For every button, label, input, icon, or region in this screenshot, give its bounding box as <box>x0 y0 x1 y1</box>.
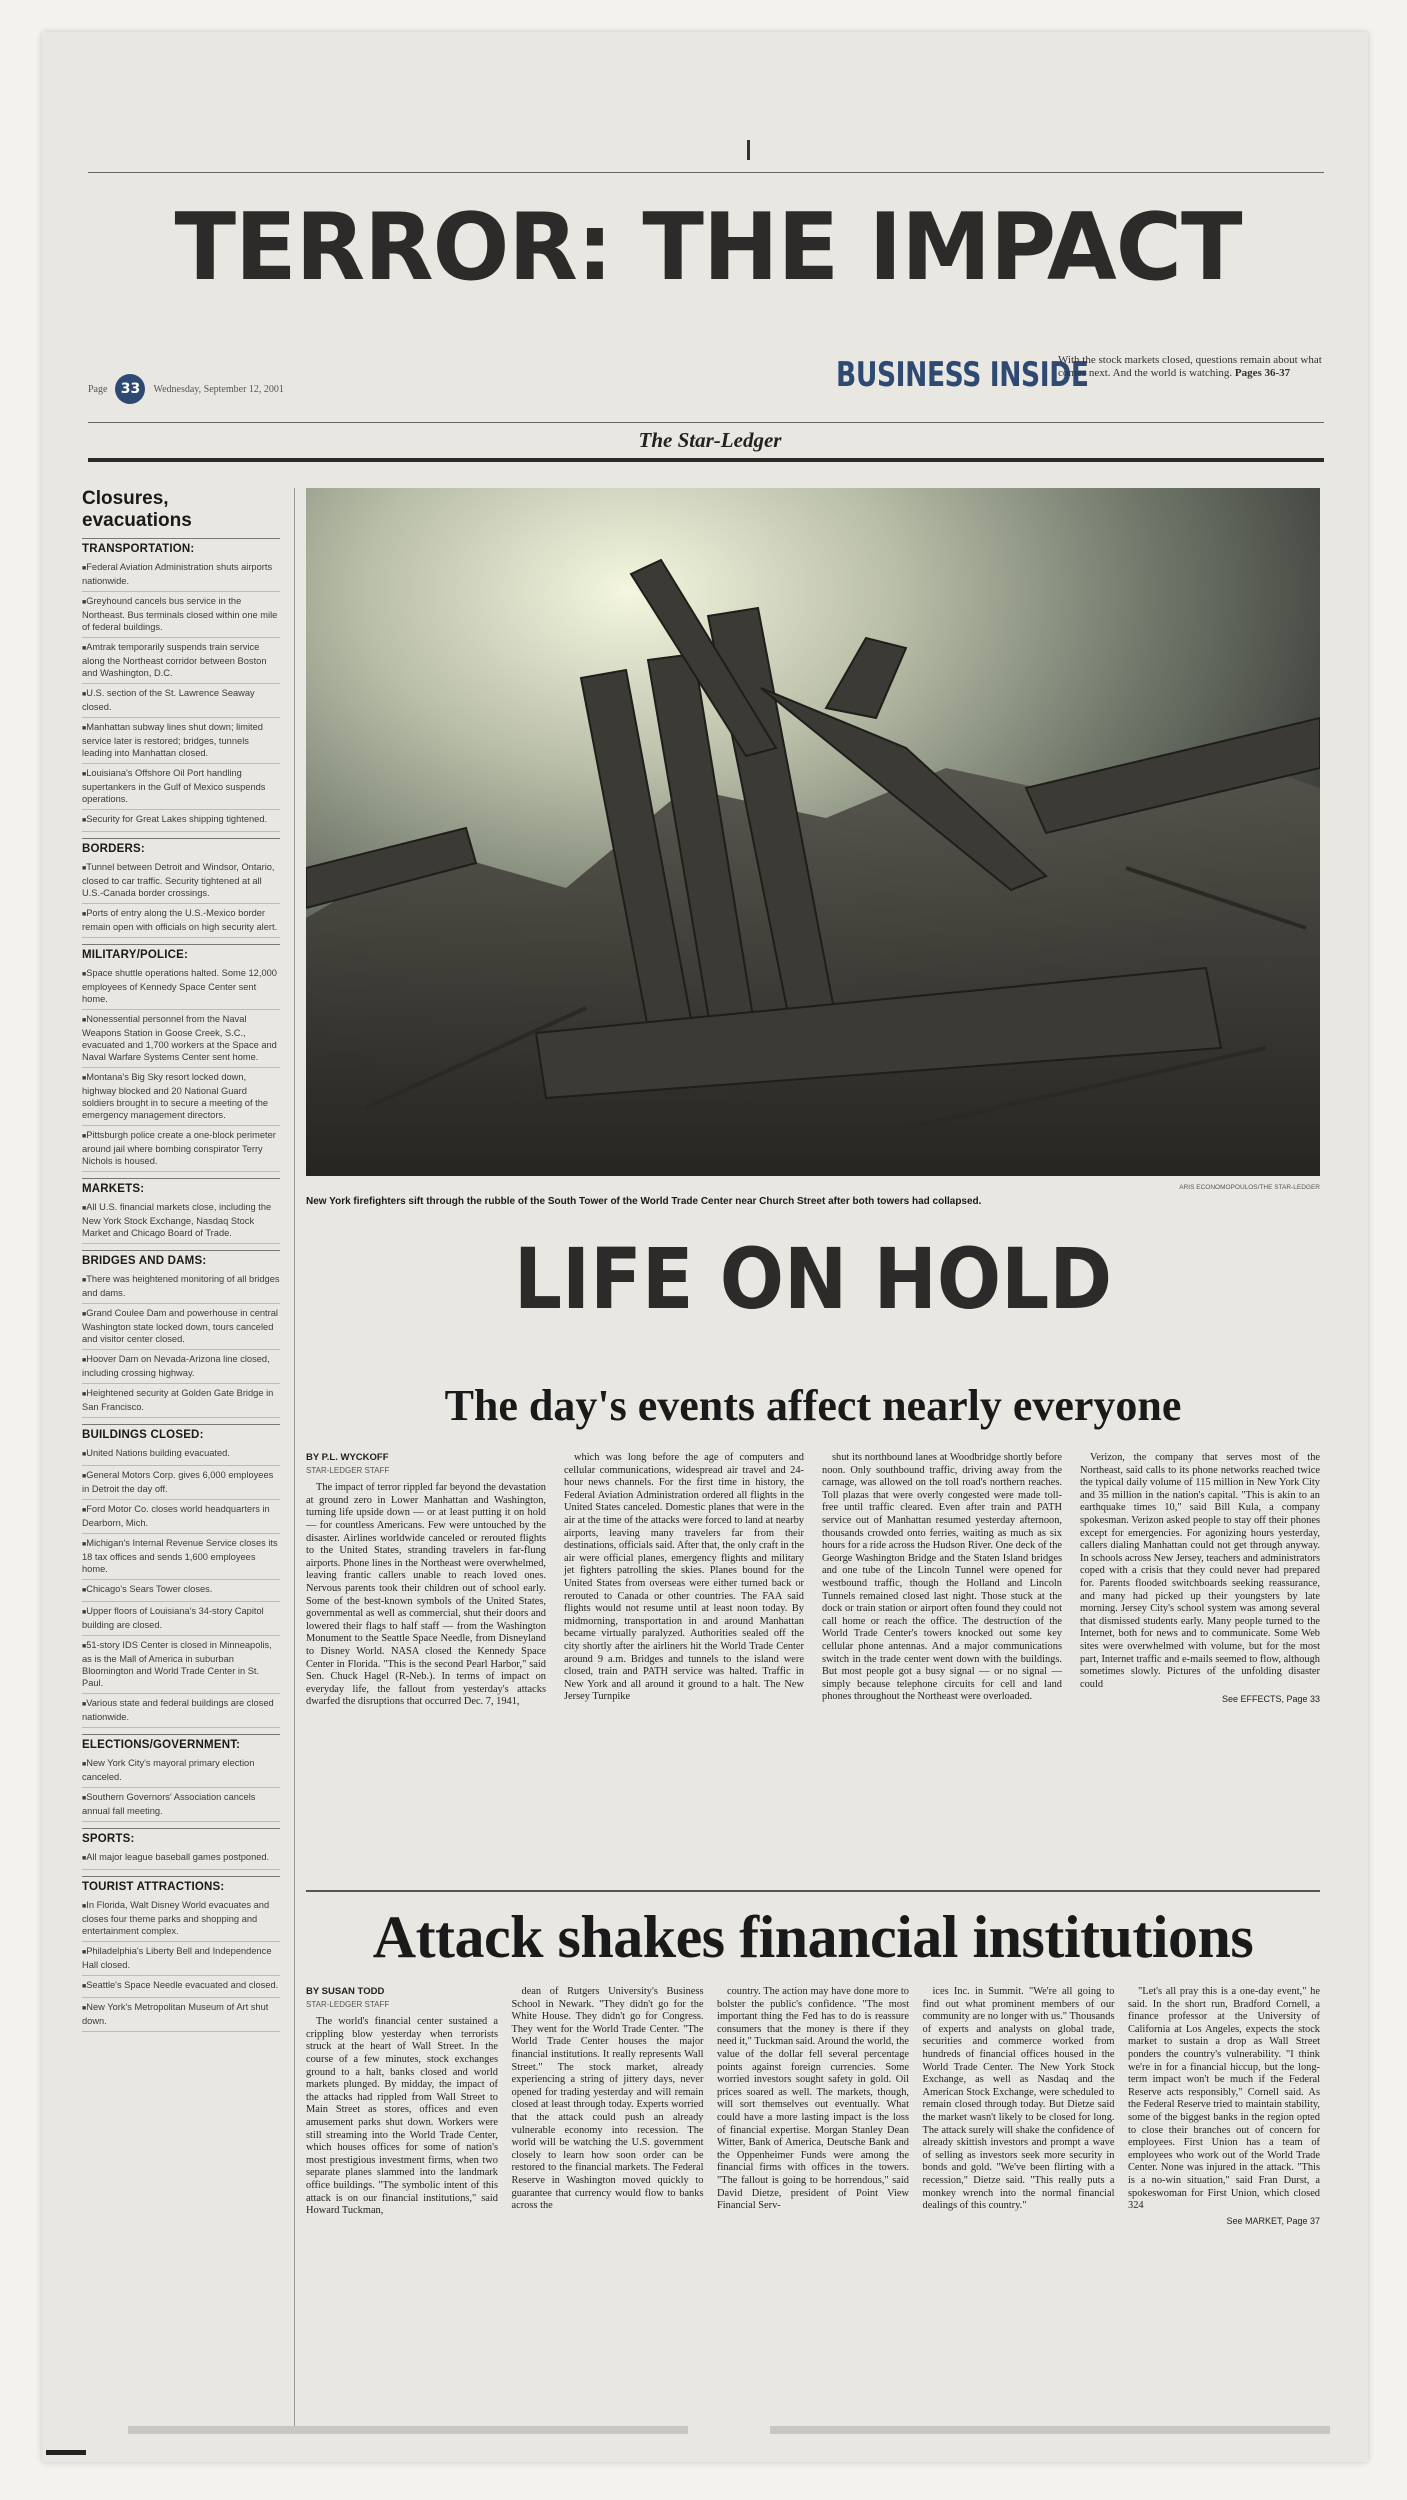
sidebar-section <box>82 944 280 1172</box>
story1-text-4: Verizon, the company that serves most of the Northeast, said calls to its phone networks reached twice the typical daily volume of 115 million in New York City and 35 million in the nation's capital. "This is akin to an earthquake times 10," said Bill Kula, a company spokesman. Verizon asked people to stay off their phones except for emergencies. For agonizing hours yesterday, callers dialing Manhattan could not get through anyway. In schools across New Jersey, teachers and administrators coped with a crisis that they could never had prepared for. Parents flooded switchboards seeking reassurance, and many had picked up their youngsters by late morning. Jersey City's school system was among several that dismissed students early. Many people turned to the Internet, both for news and to communicate. Some Web sites were overwhelmed with volume, but for the most part, Internet traffic and e-mails seemed to flow, although sometimes slowly. Pictures of the unfolding disaster could <box>1080 1452 1320 1690</box>
story2-column-4 <box>923 1986 1115 2408</box>
story1-text-1: The impact of terror rippled far beyond the devastation at ground zero in Lower Manhattan and Washington, turning life upside down — or at least putting it on hold — for countless Americans. Few were untouched by the disaster. Airlines worldwide canceled or rerouted flights to the United States, stranding travelers in far-flung airports. Phone lines in the Northeast were overwhelmed, leaving frantic callers unable to reach loved ones. Nervous parents took their children out of school early. Some of the best-known symbols of the United States, governmental as well as commercial, shut their doors and lowered their flags to half staff — from the Washington Monument to the Seattle Space Needle, from Disneyland to Disney World. NASA closed the Kennedy Space Center in Florida. "This is the second Pearl Harbor," said Sen. Chuck Hagel (R-Neb.). In terms of impact on everyday life, the fallout from yesterday's attacks dwarfed the disruptions that occurred Dec. 7, 1941, <box>306 1482 546 1708</box>
sidebar-section-heading: TOURIST ATTRACTIONS: <box>82 1876 280 1893</box>
sidebar-section <box>82 1250 280 1418</box>
sidebar-section-heading: MARKETS: <box>82 1178 280 1195</box>
sidebar-section <box>82 838 280 938</box>
sidebar-item: ■ In Florida, Walt Disney World evacuates and closes four theme parks and shopping and entertainment complex. <box>82 1896 280 1942</box>
sidebar-item: ■ Southern Governors' Association cancels annual fall meeting. <box>82 1788 280 1822</box>
story1-jump[interactable]: See EFFECTS, Page 33 <box>1221 1694 1320 1705</box>
sidebar-section-heading: BUILDINGS CLOSED: <box>82 1424 280 1441</box>
sidebar-item: ■ All U.S. financial markets close, including the New York Stock Exchange, Nasdaq Stock Market and Chicago Board of Trade. <box>82 1198 280 1244</box>
story1-column-4 <box>1080 1452 1320 1876</box>
masthead: The Star-Ledger <box>638 428 782 452</box>
sidebar-item: ■ Philadelphia's Liberty Bell and Independence Hall closed. <box>82 1942 280 1976</box>
page-number-badge: 33 <box>115 374 145 404</box>
story1-column-3 <box>822 1452 1062 1876</box>
closures-sidebar <box>82 488 280 2032</box>
sidebar-item: ■ United Nations building evacuated. <box>82 1444 280 1466</box>
sidebar-item: ■ Security for Great Lakes shipping tightened. <box>82 810 280 832</box>
business-inside-pages: Pages 36-37 <box>1234 367 1291 379</box>
sidebar-section-heading: SPORTS: <box>82 1828 280 1845</box>
photo-caption: New York firefighters sift through the rubble of the South Tower of the World Trade Center near Church Street after both towers had collapsed. <box>306 1196 982 1207</box>
folio <box>88 374 284 404</box>
sidebar-item: ■ Montana's Big Sky resort locked down, highway blocked and 20 National Guard soldiers brought in to secure a meeting of the emergency management directors. <box>82 1068 280 1126</box>
story2-text-4: ices Inc. in Summit. "We're all going to find out what prominent members of our community are no longer with us." Thousands of experts and analysts on global trade, securities and commerce worked from hundreds of financial offices housed in the World Trade Center. The New York Stock Exchange, as well as Nasdaq and the American Stock Exchange, were scheduled to remain closed through today. But Dietze said the market wasn't likely to be closed for long. The attack surely will shake the confidence of already skittish investors and prompt a wave of selling as investors seek more security in bonds and gold. "We've been flirting with a recession," Dietze said. "This really puts a monkey wrench into the normal financial dealings of this country." <box>922 1986 1115 2212</box>
lead-photo <box>306 488 1320 1176</box>
sidebar-title: Closures, evacuations <box>82 488 192 531</box>
bottom-color-bar-right <box>770 2426 1330 2434</box>
story2-text-1: The world's financial center sustained a crippling blow yesterday when terrorists struck at the heart of Wall Street. In the course of a few minutes, stock exchanges ground to a halt, banks closed and world markets plunged. By midday, the impact of the attacks had rippled from Wall Street to Main Street as stores, offices and even amusement parks shut down. Workers were still streaming into the World Trade Center, which houses offices for some of nation's most prestigious investment firms, when two separate planes slammed into the landmark office buildings. "The symbolic intent of this attack is on our financial institutions," said Howard Tuckman, <box>306 2016 498 2217</box>
sidebar-item: ■ Michigan's Internal Revenue Service closes its 18 tax offices and sends 1,600 employees home. <box>82 1534 280 1580</box>
sidebar-item: ■ Greyhound cancels bus service in the Northeast. Bus terminals closed within one mile of federal buildings. <box>82 592 280 638</box>
sidebar-item: ■ Seattle's Space Needle evacuated and closed. <box>82 1976 280 1998</box>
sidebar-item: ■ Space shuttle operations halted. Some 12,000 employees of Kennedy Space Center sent home. <box>82 964 280 1010</box>
sidebar-item: ■ Various state and federal buildings are closed nationwide. <box>82 1694 280 1728</box>
section-title: TERROR: THE IMPACT <box>174 193 1242 301</box>
story2-text-5: "Let's all pray this is a one-day event," he said. In the short run, Bradford Cornell, a finance professor at the University of California at Los Angeles, expects the stock market to sustain a drop as Wall Street ponders the country's vulnerability. "I think we're in for a financial hiccup, but the long-term impact won't be much if the Federal Reserve acts responsibly," Cornell said. As the Federal Reserve tried to maintain stability, some of the biggest banks in the region opted to close their branches out of concern for employees. First Union has a team of employees who work out of the World Trade Center. None was injured in the attack. "This is a no-win situation," said Fran Durst, a spokeswoman for First Union, which closed 324 <box>1128 1986 1320 2212</box>
story2-column-5 <box>1128 1986 1320 2408</box>
registration-mark <box>747 140 750 160</box>
story2-column-1 <box>306 1986 498 2408</box>
sidebar-item: ■ Tunnel between Detroit and Windsor, Ontario, closed to car traffic. Security tightened at all U.S.-Canada border crossings. <box>82 858 280 904</box>
sidebar-section-heading: ELECTIONS/GOVERNMENT: <box>82 1734 280 1751</box>
story2-column-2 <box>512 1986 704 2408</box>
sidebar-item: ■ Hoover Dam on Nevada-Arizona line closed, including crossing highway. <box>82 1350 280 1384</box>
top-thin-rule <box>88 172 1324 173</box>
sidebar-item: ■ There was heightened monitoring of all bridges and dams. <box>82 1270 280 1304</box>
sidebar-item: ■ Ports of entry along the U.S.-Mexico border remain open with officials on high security alert. <box>82 904 280 938</box>
sidebar-section <box>82 1424 280 1728</box>
sidebar-section-heading: BORDERS: <box>82 838 280 855</box>
bottom-color-bar-left <box>128 2426 688 2434</box>
story2-columns <box>306 1986 1320 2408</box>
photo-credit: ARIS ECONOMOPOULOS/THE STAR-LEDGER <box>1179 1184 1320 1191</box>
sidebar-item: ■ Manhattan subway lines shut down; limited service later is restored; bridges, tunnels leading into Manhattan closed. <box>82 718 280 764</box>
sidebar-item: ■ Grand Coulee Dam and powerhouse in central Washington state locked down, tours canceled and visitor center closed. <box>82 1304 280 1350</box>
sidebar-item: ■ 51-story IDS Center is closed in Minneapolis, as is the Mall of America in suburban Bloomington and World Trade Center in St. Paul. <box>82 1636 280 1694</box>
story2-text-2: dean of Rutgers University's Business School in Newark. "They didn't go for the White House. They didn't go for Congress. They went for the World Trade Center. "The World Trade Center houses the major financial institutions. It really represents Wall Street." The stock market, already experiencing a string of jittery days, never opened for trading yesterday and will remain closed at least through today. Experts worried that the attack could push an already vulnerable economy into recession. The world will be watching the U.S. government closely to learn how soon order can be restored to the financial markets. The Federal Reserve in Washington moved quickly to guarantee that currency would flow to banks across the <box>511 1986 704 2212</box>
sidebar-section-heading: TRANSPORTATION: <box>82 538 280 555</box>
story2-headline: Attack shakes financial institutions <box>372 1904 1254 1970</box>
story1-text-2: which was long before the age of computers and cellular communications, widespread air travel and 24-hour news channels. For the first time in history, the Federal Aviation Administration ordered all flights in the United States canceled. Domestic planes that were in the air at the time of the attacks were forced to land at nearby airports, leaving many travelers far from their destinations, officials said. After that, the only craft in the air were official planes, emergency flights and military jet fighters patrolling the skies. Planes bound for the United States from overseas were either turned back or rerouted to Canada or other countries. The FAA said flights would not resume until at least noon today. By midmorning, transportation in and around Manhattan became virtually paralyzed. Authorities sealed off the city shortly after the airliners hit the World Trade Center around 9 a.m. Bridges and tunnels to the island were closed, train and PATH service was halted. Traffic in New York and all around it ground to a halt. The New Jersey Turnpike <box>564 1452 804 1703</box>
masthead-thin-rule <box>88 422 1324 423</box>
business-inside-label: BUSINESS INSIDE <box>836 355 1089 395</box>
bottom-edge-mark <box>46 2450 86 2455</box>
story1-column-1 <box>306 1452 546 1876</box>
sidebar-item: ■ Nonessential personnel from the Naval Weapons Station in Goose Creek, S.C., evacuated and 1,700 workers at the Space and Naval Warfare Systems Center sent home. <box>82 1010 280 1068</box>
sidebar-section <box>82 538 280 832</box>
story2-column-3 <box>717 1986 909 2408</box>
story2-jump[interactable]: See MARKET, Page 37 <box>1226 2215 1320 2226</box>
sidebar-section <box>82 1178 280 1244</box>
sidebar-item: ■ New York's Metropolitan Museum of Art shut down. <box>82 1998 280 2032</box>
sidebar-item: ■ Chicago's Sears Tower closes. <box>82 1580 280 1602</box>
story1-columns <box>306 1452 1320 1876</box>
sidebar-item: ■ All major league baseball games postponed. <box>82 1848 280 1870</box>
story1-headline: The day's events affect nearly everyone <box>444 1381 1182 1430</box>
sidebar-item: ■ U.S. section of the St. Lawrence Seaway closed. <box>82 684 280 718</box>
sidebar-item: ■ Federal Aviation Administration shuts airports nationwide. <box>82 558 280 592</box>
sidebar-section <box>82 1876 280 2032</box>
sidebar-divider <box>294 488 295 2428</box>
story-divider <box>306 1890 1320 1892</box>
story1-column-2 <box>564 1452 804 1876</box>
page-label: Page <box>88 383 108 395</box>
sidebar-section <box>82 1828 280 1870</box>
masthead-rule <box>88 458 1324 462</box>
sidebar-item: ■ General Motors Corp. gives 6,000 employees in Detroit the day off. <box>82 1466 280 1500</box>
issue-date: Wednesday, September 12, 2001 <box>153 383 284 395</box>
sidebar-section <box>82 1734 280 1822</box>
sidebar-section-heading: MILITARY/POLICE: <box>82 944 280 961</box>
story2-byline: BY SUSAN TODD <box>306 1986 385 1997</box>
story1-kicker: LIFE ON HOLD <box>513 1230 1113 1328</box>
sidebar-item: ■ Upper floors of Louisiana's 34-story Capitol building are closed. <box>82 1602 280 1636</box>
wreckage-photo-graphic <box>306 488 1320 1176</box>
story1-text-3: shut its northbound lanes at Woodbridge shortly before noon. Only southbound traffic, driving away from the carnage, was allowed on the toll road's northern reaches. Toll plazas that were overly congested were made toll-free until traffic cleared. Even after train and PATH service out of Manhattan resumed yesterday afternoon, thousands crowded onto ferries, waiting as much as six hours for a ride across the Hudson River. One deck of the George Washington Bridge and the Staten Island bridges and one tube of the Lincoln Tunnel were opened for westbound traffic, though the Holland and Lincoln Tunnels remained closed last night. Those stuck at the dock or train station or airport often found they could not call home or reach the office. The destruction of the World Trade Center's towers knocked out some key cellular phone antennas. And a major communications switch in the trade center went down with the buildings. But most people got a busy signal — or no signal — simply because telephone circuits for cell and land phones throughout the Northeast were overloaded. <box>822 1452 1062 1703</box>
sidebar-item: ■ New York City's mayoral primary election canceled. <box>82 1754 280 1788</box>
story1-byline-role: STAR-LEDGER STAFF <box>306 1465 390 1475</box>
sidebar-section-heading: BRIDGES AND DAMS: <box>82 1250 280 1267</box>
sidebar-item: ■ Heightened security at Golden Gate Bridge in San Francisco. <box>82 1384 280 1418</box>
business-inside-blurb: With the stock markets closed, questions remain about what comes next. And the world is watching. Pages 36-37 <box>1058 354 1322 379</box>
story2-byline-role: STAR-LEDGER STAFF <box>306 1999 390 2009</box>
story1-byline: BY P.L. WYCKOFF <box>306 1452 389 1463</box>
sidebar-item: ■ Amtrak temporarily suspends train service along the Northeast corridor between Boston and Washington, D.C. <box>82 638 280 684</box>
sidebar-item: ■ Ford Motor Co. closes world headquarters in Dearborn, Mich. <box>82 1500 280 1534</box>
story2-text-3: country. The action may have done more to bolster the public's confidence. "The most important thing the Fed has to do is reassure consumers that the money is there if they need it," Tuckman said. Around the world, the value of the dollar fell several percentage points against foreign currencies. Some worried investors sought safety in gold. Oil prices soared as well. The markets, though, will sort themselves out eventually. What could have a more lasting impact is the loss of financial expertise. Morgan Stanley Dean Witter, Bank of America, Deutsche Bank and the Oppenheimer Funds were among the financial firms with offices in the towers. "The fallout is going to be horrendous," said David Dietze, president of Point View Financial Serv- <box>717 1986 909 2212</box>
sidebar-item: ■ Pittsburgh police create a one-block perimeter around jail where bombing conspirator Terry Nichols is housed. <box>82 1126 280 1172</box>
sidebar-item: ■ Louisiana's Offshore Oil Port handling supertankers in the Gulf of Mexico suspends operations. <box>82 764 280 810</box>
